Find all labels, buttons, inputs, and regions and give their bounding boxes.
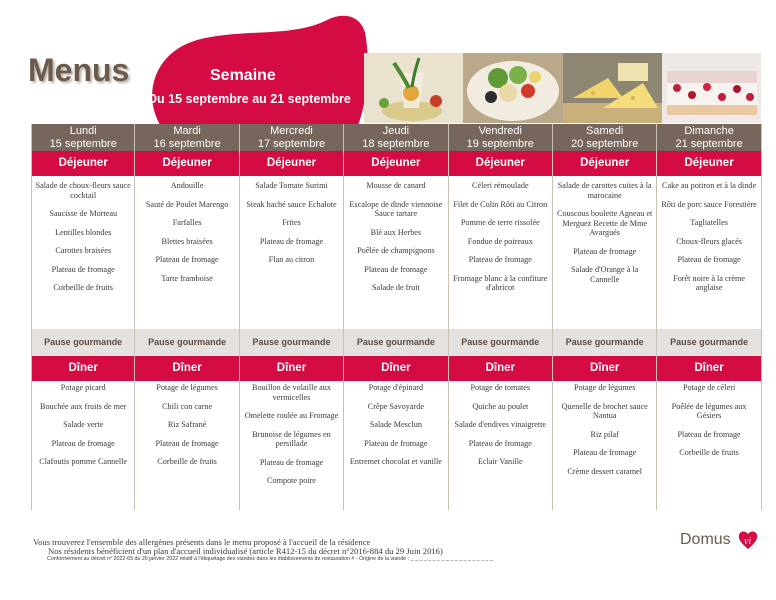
dinner-menu	[657, 381, 760, 510]
menu-item: Rôti de porc sauce Forestière	[661, 199, 757, 209]
menu-item: Plateau de fromage	[677, 429, 741, 439]
menu-item: Brunoise de légumes en persillade	[252, 429, 331, 448]
day-name: Mercredi	[270, 125, 313, 137]
meat-origin-note: Conformément au décret n° 2022-65 du 26 janvier 2022 relatif à l'étiquetage des viandes dans les établissements de restauration # - Origine de la viande : _ _ _ _ _ _ _ _ _ _ _ _ _ _ _ _ _ _ _	[47, 556, 493, 562]
menu-item: Couscous boulette Agneau et Merguez Recette de Mme Avargués	[557, 209, 653, 237]
snack-break-label: Pause gourmande	[657, 329, 760, 356]
menu-item: Flan au citron	[268, 255, 315, 264]
menu-item: Plateau de fromage	[364, 438, 428, 448]
menu-item: Poêlée de champignons	[357, 246, 435, 255]
day-date: 19 septembre	[466, 137, 534, 150]
menu-item: Corbeille de fruits	[679, 448, 739, 457]
menu-item: Riz pilaf	[590, 429, 619, 439]
menu-item: Saucisse de Morteau	[49, 209, 118, 218]
menu-item: Tarte framboise	[161, 273, 213, 283]
menu-item: Fondue de poireaux	[467, 236, 533, 246]
day-column	[449, 124, 553, 510]
menu-item: Pomme de terre rissolée	[460, 218, 540, 227]
menu-item: Céleri rémoulade	[471, 181, 529, 190]
dinner-header: Dîner	[135, 356, 238, 381]
menu-item: Plateau de fromage	[51, 438, 115, 448]
dinner-menu	[553, 381, 656, 510]
lunch-menu	[135, 176, 238, 329]
dinner-header: Dîner	[449, 356, 552, 381]
menu-item: Quenelle de brochet sauce Nantua	[561, 401, 648, 420]
menu-item: Crème dessert caramel	[567, 466, 642, 476]
menu-item: Potage de céleri	[682, 383, 736, 392]
dinner-header: Dîner	[32, 356, 134, 381]
day-name: Dimanche	[684, 125, 734, 137]
menu-item: Crêpe Savoyarde	[367, 401, 424, 411]
day-column	[344, 124, 448, 510]
menu-item: Potage de tomates	[470, 383, 531, 392]
page-title: Menus	[28, 52, 130, 88]
day-column	[31, 124, 135, 510]
menu-item: Potage de légumes	[574, 383, 636, 392]
day-date: 15 septembre	[49, 137, 117, 150]
menu-item: Plateau de fromage	[259, 457, 324, 467]
menu-item: Quiche au poulet	[472, 401, 529, 411]
snack-break-label: Pause gourmande	[135, 329, 238, 356]
svg-text:vi: vi	[744, 536, 752, 547]
menu-item: Plateau de fromage	[155, 438, 219, 448]
menu-item: Filet de Colin Rôti au Citron	[453, 199, 548, 209]
day-name: Vendredi	[478, 125, 522, 137]
snack-break-label: Pause gourmande	[449, 329, 552, 356]
lunch-header: Déjeuner	[135, 151, 238, 176]
menu-item: Plateau de fromage	[677, 255, 741, 264]
menu-header	[0, 0, 776, 124]
snack-break-label: Pause gourmande	[32, 329, 134, 356]
day-header	[344, 124, 447, 151]
dinner-menu	[32, 381, 134, 510]
lunch-menu	[657, 176, 760, 329]
lunch-menu	[553, 176, 656, 329]
menu-item: Potage de légumes	[156, 383, 218, 392]
dinner-header: Dîner	[657, 356, 760, 381]
menu-item: Plateau de fromage	[155, 255, 219, 264]
dinner-menu	[344, 381, 447, 510]
menu-item: Plateau de fromage	[259, 236, 324, 246]
menu-item: Plateau de fromage	[364, 264, 428, 274]
day-name: Mardi	[173, 125, 201, 137]
menu-item: Compote poire	[267, 476, 316, 485]
menu-item: Plateau de fromage	[468, 255, 532, 264]
menu-item: Mousse de canard	[366, 181, 426, 190]
menu-item: Carottes braisées	[55, 246, 112, 255]
menu-item: Salade de carottes cuites à la marocaine	[557, 181, 652, 200]
day-header	[449, 124, 552, 151]
menu-item: Andouille	[170, 181, 204, 190]
menu-item: Choux-fleurs glacés	[676, 236, 742, 246]
dinner-header: Dîner	[240, 356, 343, 381]
dinner-header: Dîner	[553, 356, 656, 381]
lunch-header: Déjeuner	[240, 151, 343, 176]
menu-item: Farfalles	[172, 218, 202, 227]
welcome-plan-note: Nos résidents bénéficient d'un plan d'accueil individualisé (article R412-15 du décret n°2016-884 du 29 Juin 2016)	[48, 546, 443, 556]
food-photo-salad	[463, 53, 562, 123]
snack-break-label: Pause gourmande	[553, 329, 656, 356]
day-header	[240, 124, 343, 151]
menu-item: Potage d'épinard	[368, 383, 424, 392]
menu-item: Omelette roulée au Fromage	[244, 411, 339, 420]
menu-item: Frites	[282, 218, 301, 227]
lunch-header: Déjeuner	[449, 151, 552, 176]
weekly-menu-grid	[31, 124, 762, 510]
day-header	[135, 124, 238, 151]
day-header	[657, 124, 760, 151]
date-range: Du 15 septembre au 21 septembre	[148, 92, 351, 106]
snack-break-label: Pause gourmande	[344, 329, 447, 356]
menu-item: Entremet chocolat et vanille	[349, 457, 442, 466]
allergen-note: Vous trouverez l'ensemble des allergènes présents dans le menu proposé à l'accueil de la résidence	[33, 537, 371, 547]
menu-item: Bouillon de volaille aux vermicelles	[252, 383, 331, 402]
lunch-menu	[449, 176, 552, 329]
menu-item: Salade de choux-fleurs sauce cocktail	[35, 181, 131, 200]
menu-item: Blettes braisées	[161, 236, 213, 246]
day-header	[32, 124, 134, 151]
menu-item: Potage picard	[60, 383, 106, 392]
menu-item: Forêt noire à la crème anglaise	[673, 273, 745, 292]
day-date: 17 septembre	[257, 137, 326, 150]
menu-item: Bouchée aux fruits de mer	[39, 401, 127, 411]
menu-item: Salade de fruit	[372, 283, 420, 292]
menu-item: Salade verte	[63, 420, 104, 429]
menu-item: Sauté de Poulet Marengo	[145, 199, 229, 209]
menu-item: Blé aux Herbes	[370, 227, 422, 237]
day-date: 16 septembre	[153, 137, 221, 150]
snack-break-label: Pause gourmande	[240, 329, 343, 356]
day-date: 21 septembre	[675, 137, 743, 150]
menu-item: Chili con carne	[162, 401, 213, 411]
week-label: Semaine	[210, 67, 276, 84]
food-photo-cheese	[563, 53, 662, 123]
menu-item: Salade Tomate Surimi	[255, 181, 328, 190]
day-date: 18 septembre	[362, 137, 430, 150]
menu-item: Clafoutis pomme Cannelle	[39, 457, 128, 466]
day-column	[135, 124, 239, 510]
day-column	[553, 124, 657, 510]
food-photo-dessert	[662, 53, 761, 123]
menu-item: Riz Safrané	[167, 420, 207, 429]
menu-item: Eclair Vanille	[477, 457, 523, 466]
menu-item: Salade d'endives vinaigrette	[454, 420, 547, 429]
menu-item: Fromage blanc à la confiture d'abricot	[453, 273, 548, 292]
menu-item: Plateau de fromage	[573, 448, 637, 457]
day-column	[657, 124, 761, 510]
lunch-header: Déjeuner	[553, 151, 656, 176]
lunch-menu	[344, 176, 447, 329]
menu-item: Plateau de fromage	[468, 438, 532, 448]
lunch-menu	[32, 176, 134, 329]
day-name: Jeudi	[382, 125, 410, 137]
menu-item: Salade d'Orange à la Cannelle	[571, 265, 639, 284]
menu-item: Plateau de fromage	[573, 246, 637, 256]
lunch-header: Déjeuner	[32, 151, 134, 176]
lunch-menu	[240, 176, 343, 329]
lunch-header: Déjeuner	[657, 151, 760, 176]
dinner-menu	[135, 381, 238, 510]
menu-item: Steak haché sauce Echalote	[246, 199, 337, 209]
day-name: Samedi	[586, 125, 624, 137]
dinner-menu	[240, 381, 343, 510]
brand-logo-heart-icon	[737, 529, 759, 551]
day-date: 20 septembre	[571, 137, 639, 150]
menu-item: Poêlée de légumes aux Gésiers	[671, 401, 747, 420]
menu-item: Corbeille de fruits	[53, 283, 113, 292]
lunch-header: Déjeuner	[344, 151, 447, 176]
dinner-menu	[449, 381, 552, 510]
dinner-header: Dîner	[344, 356, 447, 381]
day-header	[553, 124, 656, 151]
menu-item: Corbeille de fruits	[157, 457, 217, 466]
menu-item: Cake au potiron et à la dinde	[662, 181, 757, 190]
menu-item: Salade Mesclun	[369, 420, 422, 429]
food-photo-appetizer	[364, 53, 463, 123]
menu-item: Plateau de fromage	[51, 264, 115, 274]
day-column	[240, 124, 344, 510]
brand-logo-text: Domus	[680, 531, 731, 548]
day-name: Lundi	[69, 125, 97, 137]
menu-item: Lentilles blondes	[55, 227, 112, 237]
menu-item: Escalope de dinde viennoise Sauce tartare	[349, 199, 443, 218]
food-photo-strip	[364, 53, 761, 123]
menu-item: Tagliatelles	[690, 218, 728, 227]
